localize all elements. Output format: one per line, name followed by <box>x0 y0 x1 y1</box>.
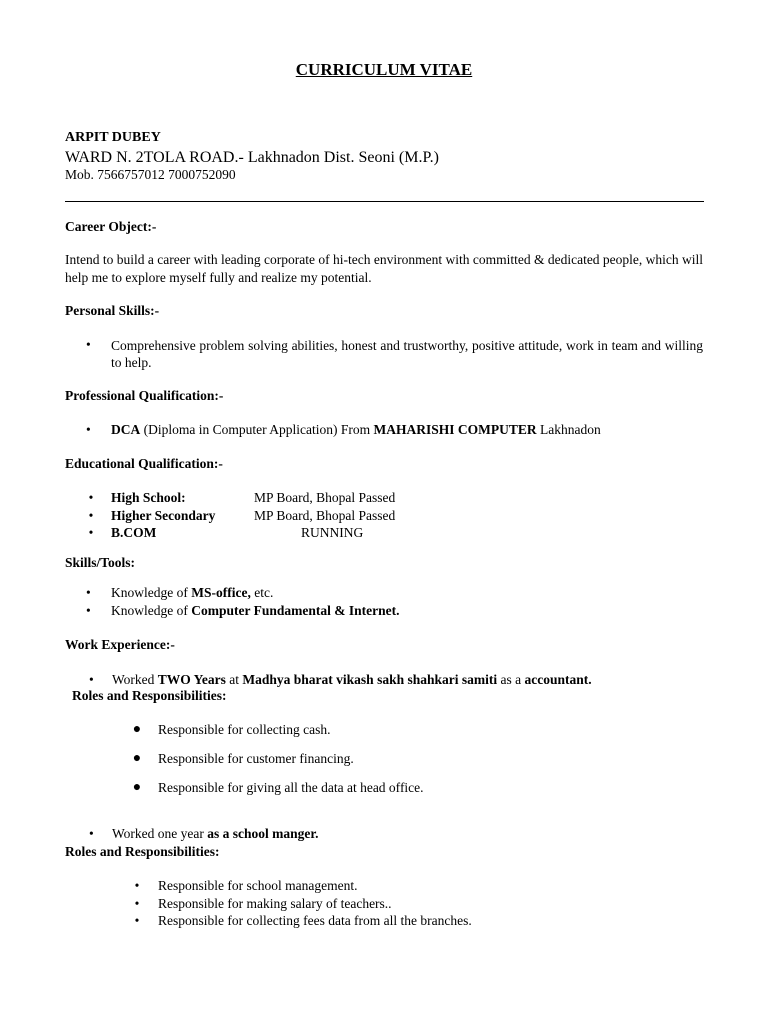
skills-item-suffix: etc. <box>250 585 274 600</box>
personal-skills-heading: Personal Skills:- <box>65 303 160 318</box>
career-text: Intend to build a career with leading corporate of hi-tech environment with committed & dedicated people, which will help me to explore myself fully and realize my potential. <box>65 252 704 285</box>
education-label-high-school: High School: <box>111 490 186 505</box>
education-value-bcom: RUNNING <box>301 525 364 540</box>
bullet-icon: • <box>88 508 94 523</box>
role-item: Responsible for school management. <box>158 878 358 893</box>
professional-heading: Professional Qualification:- <box>65 388 224 403</box>
education-label-bcom: B.COM <box>111 525 157 540</box>
dca-description: (Diploma in Computer Application) From <box>140 422 374 437</box>
dca-label: DCA <box>111 422 141 437</box>
personal-skills-item: Comprehensive problem solving abilities, honest and trustworthy, positive attitude, work in team and willing to help. <box>111 338 703 370</box>
bullet-icon: ● <box>132 751 142 766</box>
bullet-icon: • <box>134 896 140 911</box>
role-item: Responsible for making salary of teachers.. <box>158 896 392 911</box>
job-2-position: as a school manger. <box>207 826 319 841</box>
document-title: CURRICULUM VITAE <box>295 60 473 79</box>
job-1-duration: TWO Years <box>157 672 226 687</box>
job-2 <box>112 826 319 842</box>
job-1-text: at <box>225 672 243 687</box>
roles-list-1 <box>0 722 768 802</box>
skills-item <box>111 585 273 601</box>
job-1-position: accountant. <box>524 672 592 687</box>
professional-item <box>111 422 601 438</box>
bullet-icon: • <box>88 525 94 540</box>
job-2-text: Worked one year <box>112 826 208 841</box>
institute-name: MAHARISHI COMPUTER <box>373 422 537 437</box>
bullet-icon: • <box>134 913 140 928</box>
candidate-name: ARPIT DUBEY <box>65 130 161 145</box>
bullet-icon: ● <box>132 780 142 795</box>
education-list <box>0 490 768 550</box>
job-1-text: Worked <box>112 672 158 687</box>
job-1 <box>112 672 592 688</box>
bullet-icon: • <box>89 826 94 841</box>
candidate-mobile: Mob. 7566757012 7000752090 <box>65 167 236 182</box>
career-heading: Career Object:- <box>65 219 157 234</box>
work-heading: Work Experience:- <box>65 637 175 652</box>
job-1-text: as a <box>497 672 525 687</box>
education-label-higher-secondary: Higher Secondary <box>111 508 216 523</box>
role-item: Responsible for collecting cash. <box>158 722 331 737</box>
job-1-employer: Madhya bharat vikash sakh shahkari samiti <box>242 672 498 687</box>
bullet-icon: • <box>89 672 94 687</box>
skills-item-text: Knowledge of <box>111 585 192 600</box>
skills-heading: Skills/Tools: <box>65 555 136 570</box>
skills-item-text: Knowledge of <box>111 603 192 618</box>
roles-heading-1: Roles and Responsibilities: <box>72 688 227 703</box>
candidate-address: WARD N. 2TOLA ROAD.- Lakhnadon Dist. Seoni (M.P.) <box>65 149 439 166</box>
bullet-icon: ● <box>132 722 142 737</box>
header-divider <box>65 201 704 202</box>
role-item: Responsible for collecting fees data from all the branches. <box>158 913 472 928</box>
bullet-icon: • <box>86 585 91 600</box>
skills-item-bold: MS-office, <box>191 585 251 600</box>
skills-item <box>111 603 399 619</box>
roles-list-2 <box>0 878 768 938</box>
bullet-icon: • <box>86 603 91 618</box>
roles-heading-2: Roles and Responsibilities: <box>65 844 220 859</box>
bullet-icon: • <box>86 337 91 352</box>
education-value-higher-secondary: MP Board, Bhopal Passed <box>254 508 396 523</box>
institute-place: Lakhnadon <box>536 422 601 437</box>
bullet-icon: • <box>134 878 140 893</box>
skills-item-bold: Computer Fundamental & Internet. <box>191 603 400 618</box>
bullet-icon: • <box>86 422 91 437</box>
role-item: Responsible for customer financing. <box>158 751 354 766</box>
education-value-high-school: MP Board, Bhopal Passed <box>254 490 396 505</box>
education-heading: Educational Qualification:- <box>65 456 223 471</box>
bullet-icon: • <box>88 490 94 505</box>
role-item: Responsible for giving all the data at head office. <box>158 780 424 795</box>
